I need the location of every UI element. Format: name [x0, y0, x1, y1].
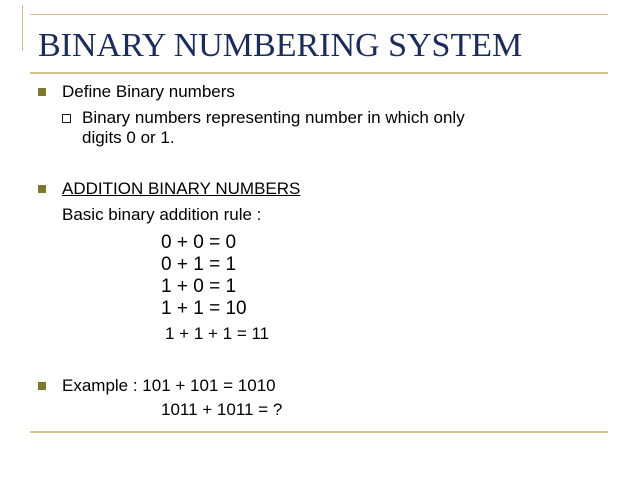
square-bullet-icon: [38, 88, 46, 96]
slide-title: BINARY NUMBERING SYSTEM: [38, 27, 523, 64]
frame-top-line: [30, 14, 608, 15]
sub-bullet-line1: Binary numbers representing number in which only: [82, 108, 465, 127]
addition-rule-3: 1 + 1 = 10: [161, 298, 247, 319]
example-line2: 1011 + 1011 = ?: [161, 400, 283, 419]
bullet-define-binary: Define Binary numbers: [62, 82, 235, 101]
square-bullet-icon: [38, 382, 46, 390]
sub-bullet-line2: digits 0 or 1.: [82, 128, 175, 147]
addition-rule-1: 0 + 1 = 1: [161, 254, 237, 275]
addition-rule-intro: Basic binary addition rule :: [62, 205, 262, 224]
title-divider: [30, 72, 608, 74]
bullet-addition-heading: ADDITION BINARY NUMBERS: [62, 179, 301, 198]
example-line1: Example : 101 + 101 = 1010: [62, 376, 276, 395]
addition-rule-triple: 1 + 1 + 1 = 11: [165, 324, 270, 343]
square-bullet-icon: [38, 185, 46, 193]
frame-left-line: [22, 5, 23, 51]
footer-divider: [30, 431, 608, 433]
hollow-square-bullet-icon: [62, 114, 71, 123]
addition-rule-0: 0 + 0 = 0: [161, 232, 237, 253]
addition-rule-2: 1 + 0 = 1: [161, 276, 237, 297]
